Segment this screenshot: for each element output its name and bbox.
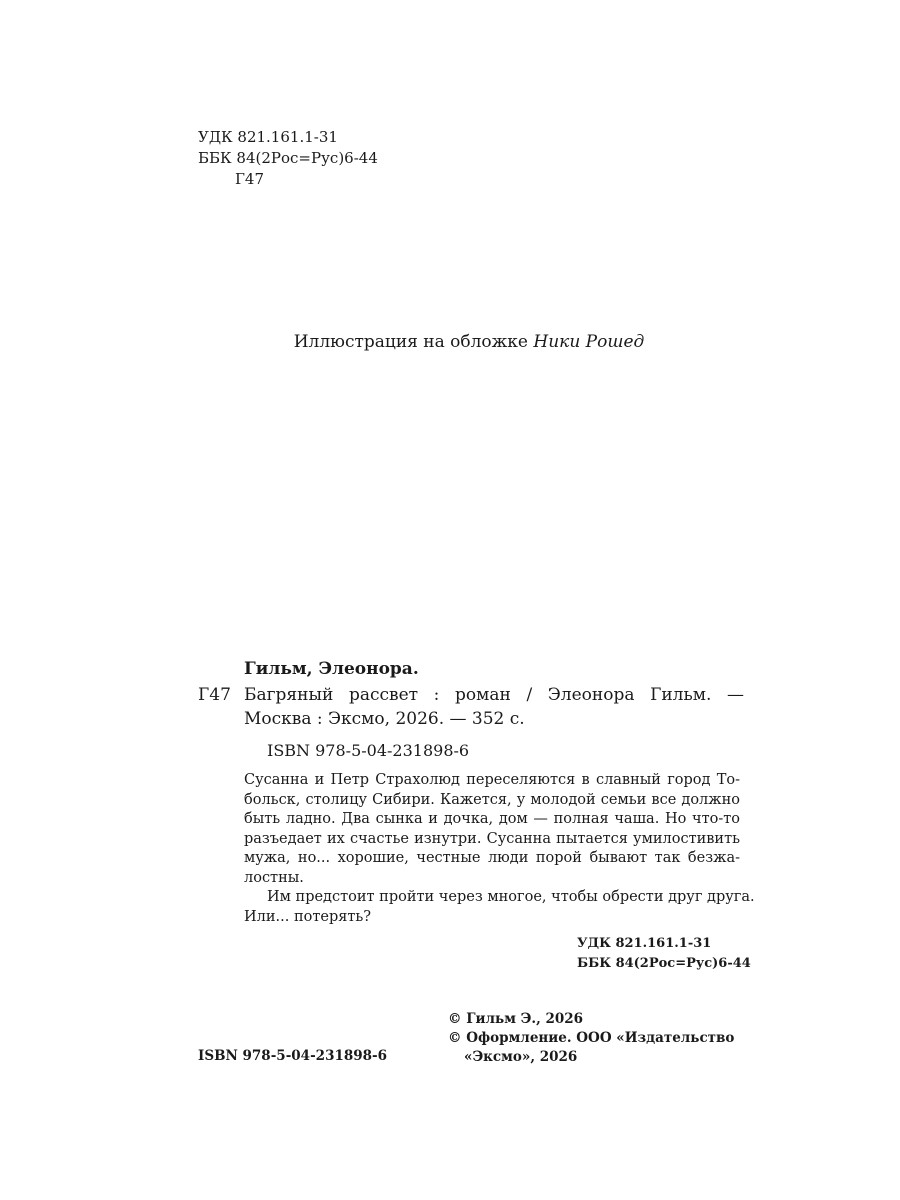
catalog-title-line: Багряный рассвет : роман / Элеонора Гильм. — [244,685,744,705]
udk-code-bottom: УДК 821.161.1-31 [577,936,712,951]
catalog-title-entry [244,683,744,731]
annotation-line: мужа, но... хорошие, честные люди порой бывают так безжа- [244,850,740,866]
catalog-author: Гильм, Элеонора. [244,659,419,679]
catalog-isbn: ISBN 978-5-04-231898-6 [267,741,470,760]
annotation-line: Или... потерять? [244,908,372,925]
copyright-design: © Оформление. ООО «Издательство [448,1030,735,1046]
isbn-bottom: ISBN 978-5-04-231898-6 [198,1048,388,1064]
illustration-credit-prefix: Иллюстрация на обложке [293,332,534,352]
annotation-line: больск, столицу Сибири. Кажется, у молодой семьи все должно [244,791,740,808]
annotation-text [244,771,755,927]
bbk-code-bottom: ББК 84(2Рос=Рус)6-44 [577,956,751,971]
illustration-artist: Ники Рошед [533,332,645,352]
catalog-imprint-line: Москва : Эксмо, 2026. — 352 с. [244,709,525,729]
copyright-author: © Гильм Э., 2026 [448,1011,584,1027]
bbk-code: ББК 84(2Рос=Рус)6-44 [198,149,378,167]
copyright-publisher: «Эксмо», 2026 [464,1049,578,1065]
udk-code: УДК 821.161.1-31 [198,128,338,146]
illustration-credit [0,330,900,354]
author-mark: Г47 [235,170,265,188]
annotation-line: Сусанна и Петр Страхолюд переселяются в славный город То- [244,772,740,788]
annotation-line: разъедает их счастье изнутри. Сусанна пытается умилостивить [244,830,740,847]
classification-codes-top [198,127,378,190]
catalog-author-mark: Г47 [198,685,231,705]
annotation-line: Им предстоит пройти через многое, чтобы обрести друг друга. [267,889,755,905]
classification-codes-bottom [577,934,751,974]
annotation-line: лостны. [244,869,304,886]
copyright-block [448,1010,748,1067]
annotation-line: быть ладно. Два сынка и дочка, дом — полная чаша. Но что-то [244,811,740,827]
